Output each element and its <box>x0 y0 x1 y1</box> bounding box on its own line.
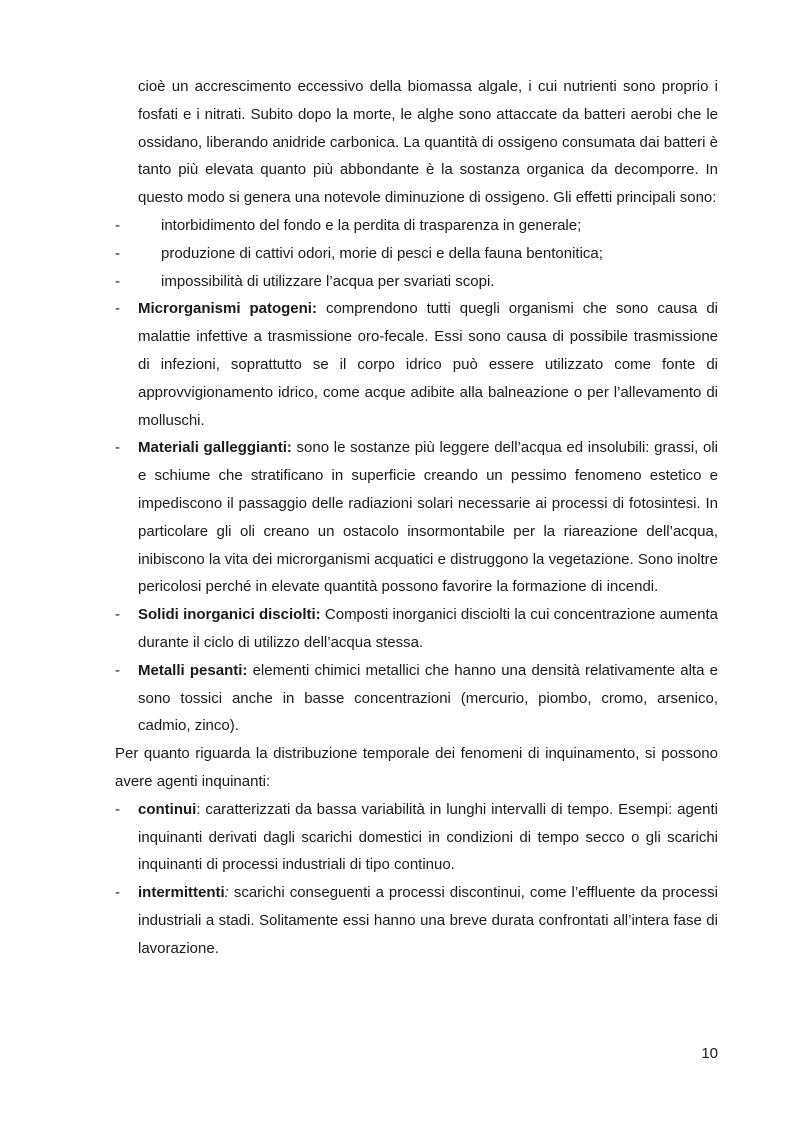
bullet-dash: - <box>115 439 120 457</box>
intro-paragraph: cioè un accrescimento eccessivo della biomassa algale, i cui nutrienti sono proprio i fosfati e i nitrati. Subito dopo la morte, le alghe sono attaccate da batteri aerobi che le ossidano, liberando anidride carbonica. La quantità di ossigeno consumata dai batteri è tanto più elevata quanto più abbondante è la sostanza organica da decomporre. In questo modo si genera una notevole diminuzione di ossigeno. Gli effetti principali sono: <box>138 78 718 207</box>
temporal-text: scarichi conseguenti a processi discontinui, come l’effluente da processi industriali a stadi. Solitamente essi hanno una breve durata confrontati all’intera fase di lavorazione. <box>138 884 718 957</box>
pollutant-term: Materiali galleggianti: <box>138 439 292 457</box>
temporal-item-continui <box>115 796 718 879</box>
bullet-dash: - <box>115 884 120 902</box>
bullet-dash: - <box>115 661 120 679</box>
pollutant-text: sono le sostanze più leggere dell’acqua ed insolubili: grassi, oli e schiume che stratificano in superficie creando un pessimo fenomeno estetico e impediscono il passaggio delle radiazioni solari necessarie ai processi di fotosintesi. In particolare gli oli creano un ostacolo insormontabile per la riareazione dell’acqua, inibiscono la vita dei microrganismi acquatici e distruggono la vegetazione. Sono inoltre pericolosi perché in elevate quantità possono favorire la formazione di incendi. <box>138 439 718 596</box>
bullet-dash: - <box>115 272 120 290</box>
temporal-text: : caratterizzati da bassa variabilità in lunghi intervalli di tempo. Esempi: agenti inquinanti derivati dagli scarichi domestici in condizioni di tempo secco o gli scarichi inquinanti di processi industriali di tipo continuo. <box>138 800 718 874</box>
pollutant-item-microrganismi <box>115 295 718 434</box>
bullet-dash: - <box>115 244 120 262</box>
bullet-dash: - <box>115 216 120 234</box>
effect-text: intorbidimento del fondo e la perdita di trasparenza in generale; <box>161 216 582 234</box>
pollutant-term: Metalli pesanti: <box>138 661 248 679</box>
page-body <box>115 73 718 963</box>
pollutant-item-metalli-pesanti <box>115 657 718 740</box>
pollutant-item-materiali-galleggianti <box>115 434 718 601</box>
pollutant-text: Composti inorganici disciolti la cui concentrazione aumenta durante il ciclo di utilizzo dell’acqua stessa. <box>138 606 719 651</box>
temporal-term: continui <box>138 800 197 818</box>
effect-item-1 <box>115 212 718 240</box>
effect-text: produzione di cattivi odori, morie di pesci e della fauna bentonitica; <box>161 244 603 262</box>
temporal-item-intermittenti <box>115 879 718 962</box>
pollutant-text: elementi chimici metallici che hanno una densità relativamente alta e sono tossici anche in basse concentrazioni (mercurio, piombo, cromo, arsenico, cadmio, zinco). <box>138 661 718 735</box>
page-number: 10 <box>701 1045 718 1062</box>
temporal-term: intermittenti <box>138 884 225 902</box>
pollutant-text: comprendono tutti quegli organismi che sono causa di malattie infettive a trasmissione oro-fecale. Essi sono causa di possibile trasmissione di infezioni, soprattutto se il corpo idrico può essere utilizzato come fonte di approvvigionamento idrico, come acque adibite alla balneazione o per l’allevamento di molluschi. <box>138 300 719 429</box>
effect-item-3 <box>115 268 718 296</box>
pollutant-term: Microrganismi patogeni: <box>138 300 317 318</box>
bullet-dash: - <box>115 606 120 624</box>
bullet-dash: - <box>115 300 120 318</box>
temporal-paragraph: Per quanto riguarda la distribuzione temporale dei fenomeni di inquinamento, si possono avere agenti inquinanti: <box>115 745 718 790</box>
pollutant-item-solidi-inorganici <box>115 601 718 657</box>
effect-item-2 <box>115 240 718 268</box>
effect-text: impossibilità di utilizzare l’acqua per svariati scopi. <box>161 272 495 290</box>
pollutant-term: Solidi inorganici disciolti: <box>138 606 321 624</box>
temporal-separator: : <box>224 884 229 902</box>
bullet-dash: - <box>115 800 120 818</box>
